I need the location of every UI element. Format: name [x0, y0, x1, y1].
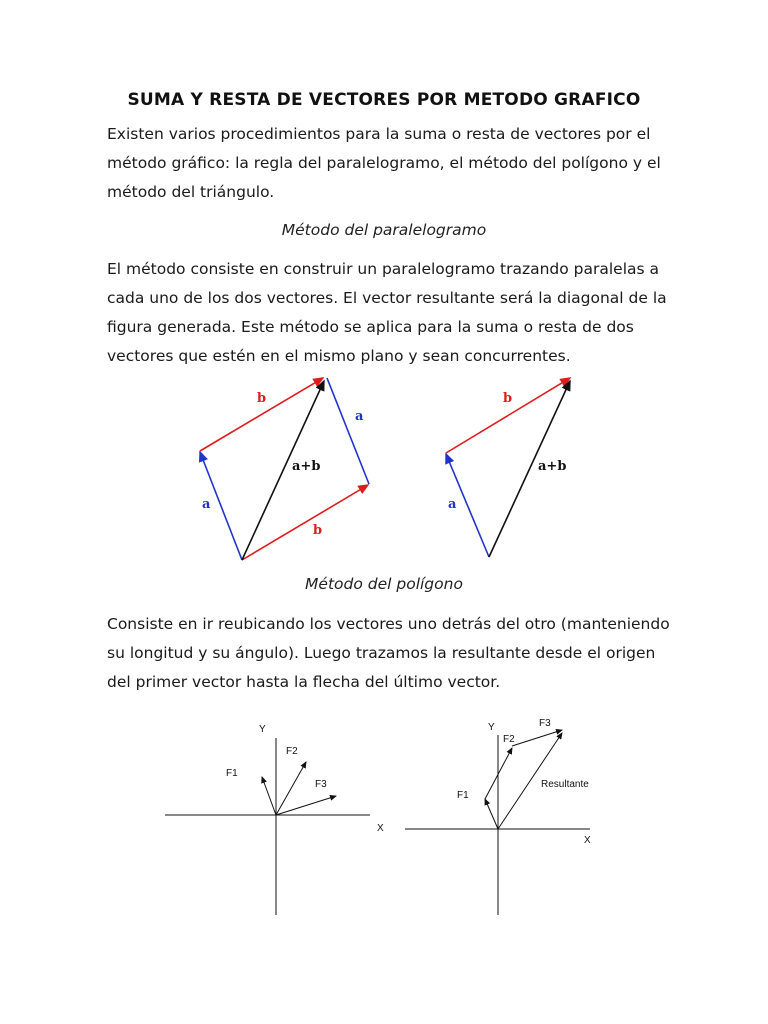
label-f3-right: F3: [539, 718, 551, 729]
poligono-line: del primer vector hasta la flecha del último vector.: [107, 673, 501, 691]
poligono-line: su longitud y su ángulo). Luego trazamos la resultante desde el origen: [107, 644, 656, 662]
paralelogramo-line: vectores que estén en el mismo plano y sean concurrentes.: [107, 347, 571, 365]
label-resultant: Resultante: [541, 779, 589, 790]
label-f2-right: F2: [503, 734, 515, 745]
label-a-triangle: a: [448, 497, 457, 512]
label-x-left: X: [377, 823, 384, 834]
label-x-right: X: [584, 835, 591, 846]
label-f1-right: F1: [457, 790, 469, 801]
label-b-bottom: b: [313, 523, 323, 538]
label-sum: a+b: [292, 459, 321, 474]
polygon-chain-diagram: [405, 718, 591, 915]
label-b-triangle: b: [503, 391, 513, 406]
page-title: SUMA Y RESTA DE VECTORES POR METODO GRAFICO: [127, 90, 641, 110]
label-a-right: a: [355, 409, 364, 424]
label-y-left: Y: [259, 724, 266, 735]
label-y-right: Y: [488, 722, 495, 733]
label-a-left: a: [202, 497, 211, 512]
poligono-line: Consiste en ir reubicando los vectores uno detrás del otro (manteniendo: [107, 615, 670, 633]
label-f1-left: F1: [226, 768, 238, 779]
section-heading-paralelogramo: Método del paralelogramo: [281, 221, 487, 239]
intro-line: método gráfico: la regla del paralelogramo, el método del polígono y el: [107, 154, 661, 172]
vector-f1-left: [262, 777, 276, 815]
paralelogramo-line: El método consiste en construir un paralelogramo trazando paralelas a: [107, 260, 660, 278]
label-sum-triangle: a+b: [538, 459, 567, 474]
paralelogramo-line: figura generada. Este método se aplica para la suma o resta de dos: [107, 318, 634, 336]
section-heading-poligono: Método del polígono: [305, 575, 463, 593]
paralelogramo-line: cada uno de los dos vectores. El vector resultante será la diagonal de la: [107, 289, 667, 307]
label-f3-left: F3: [315, 779, 327, 790]
vector-f1-right: [485, 799, 498, 829]
label-f2-left: F2: [286, 746, 298, 757]
concurrent-forces-diagram: [165, 724, 384, 915]
intro-line: método del triángulo.: [107, 183, 275, 201]
intro-line: Existen varios procedimientos para la suma o resta de vectores por el: [107, 125, 651, 143]
label-b-top: b: [257, 391, 267, 406]
